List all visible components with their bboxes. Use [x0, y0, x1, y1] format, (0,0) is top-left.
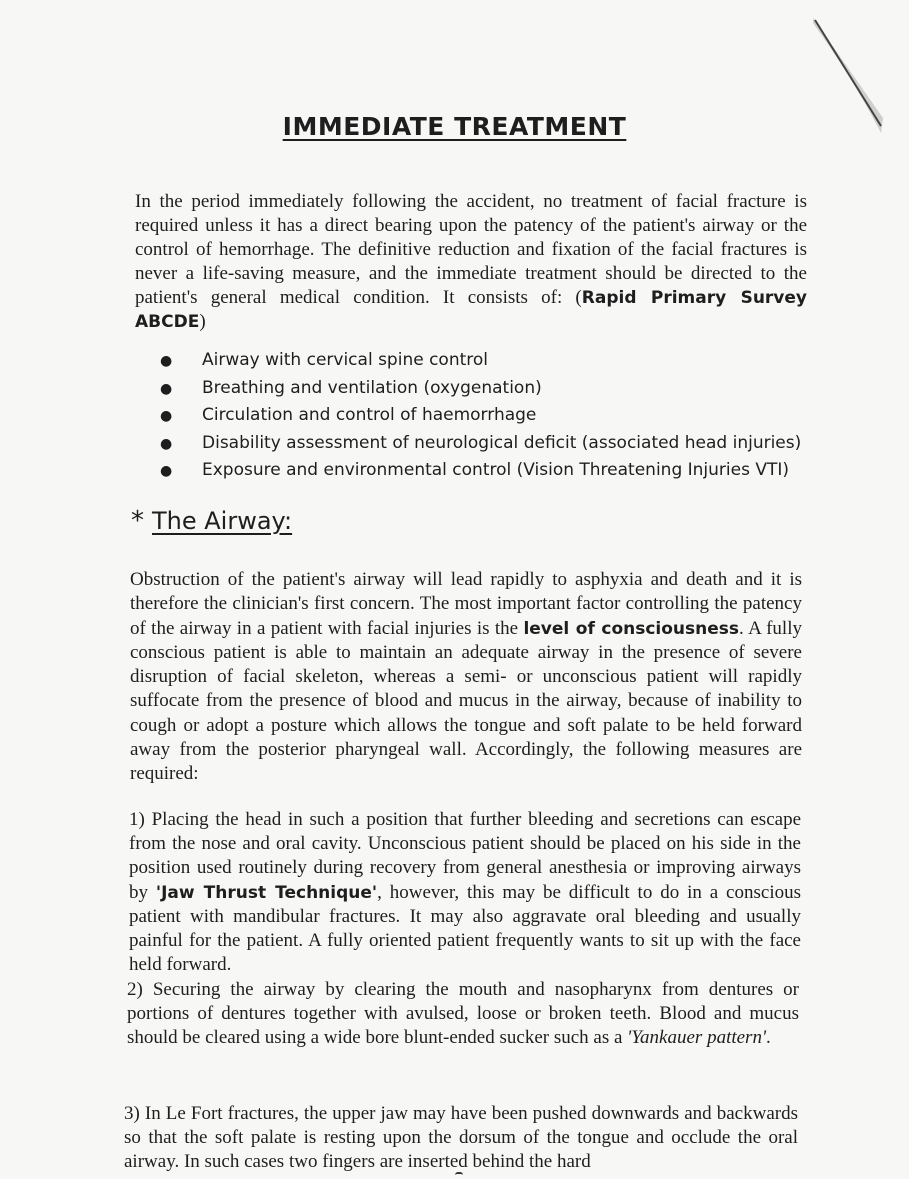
list-item — [160, 375, 820, 403]
bullet-icon: ● — [160, 408, 173, 424]
list-item-text: Breathing and ventilation (oxygenation) — [202, 377, 542, 398]
airway-section-heading — [131, 506, 292, 536]
bullet-icon: ● — [160, 380, 173, 397]
airway-text-2: . A fully conscious patient is able to maintain an adequate airway in the presence of severe disruption of facial skeleton, whereas a semi- or unconscious patient will rapidly suffocate from the presence of blood and mucus in the airway, because of inability to cough or adopt a posture which allows the tongue and soft palate to be held forward away from the posterior pharyngeal wall. Accordingly, the following measures are required: — [130, 617, 802, 785]
intro-paragraph — [135, 190, 807, 334]
page-title: IMMEDIATE TREATMENT — [282, 112, 627, 141]
list-item-text: Airway with cervical spine control — [202, 350, 489, 370]
bullet-icon: ● — [160, 435, 173, 452]
measure-1-bold-text: 'Jaw Thrust Technique' — [155, 882, 378, 903]
list-item-text: Exposure and environmental control (Vision Threatening Injuries VTI) — [202, 460, 790, 480]
airway-paragraph — [130, 568, 802, 787]
asterisk-icon: * — [131, 506, 144, 536]
page-number-mark — [455, 1172, 463, 1178]
list-item-text: Disability assessment of neurological deficit (associated head injuries) — [202, 432, 802, 453]
measure-2-text-b: . — [766, 1027, 771, 1049]
intro-tail: ) — [199, 311, 206, 332]
measure-3-paragraph — [124, 1102, 798, 1175]
airway-heading-text: The Airway: — [152, 507, 293, 535]
list-item — [160, 347, 820, 375]
abcde-list — [160, 347, 820, 485]
measure-3-text: 3) In Le Fort fractures, the upper jaw may have been pushed downwards and backwards so that the soft palate is resting upon the dorsum of the tongue and occlude the oral airway. In such cases two fingers are inserted behind the hard — [124, 1103, 798, 1173]
measure-2-text-a: 2) Securing the airway by clearing the mouth and nasopharynx from dentures or portions of dentures together with avulsed, loose or broken teeth. Blood and mucus should be cleared using a wide bore blunt-ended sucker such as a — [127, 979, 799, 1049]
measure-2-italic-text: 'Yankauer pattern' — [627, 1027, 767, 1049]
measure-1-text-a: 1) Placing the head in such a position that further bleeding and secretions can escape from the nose and oral cavity. Unconscious patient should be placed on his side in the position used routinely during recovery from general anesthesia or improving airways by — [129, 809, 801, 903]
list-item — [160, 457, 820, 485]
airway-bold-text: level of consciousness — [523, 618, 740, 639]
airway-text-1: Obstruction of the patient's airway will lead rapidly to asphyxia and death and it is therefore the clinician's first concern. The most important factor controlling the patency of the airway in a patient with facial injuries is the — [130, 569, 802, 639]
measure-1-text-b: , however, this may be difficult to do in a conscious patient with mandibular fractures. It may also aggravate oral bleeding and usually painful for the patient. A fully oriented patient frequently wants to sit up with the face held forward. — [129, 881, 801, 976]
bullet-icon: ● — [160, 353, 173, 369]
measure-1-paragraph — [129, 808, 801, 977]
intro-bold-text: Rapid Primary Survey ABCDE — [135, 288, 807, 332]
list-item — [160, 402, 820, 430]
bullet-icon: ● — [160, 463, 173, 479]
measure-2-paragraph — [127, 978, 799, 1051]
list-item — [160, 430, 820, 458]
intro-text: In the period immediately following the accident, no treatment of facial fracture is required unless it has a direct bearing upon the patency of the patient's airway or the control of hemorrhage. The definitive reduction and fixation of the facial fractures is never a life-saving measure, and the immediate treatment should be directed to the patient's general medical condition. It consists of: ( — [135, 191, 807, 308]
list-item-text: Circulation and control of haemorrhage — [202, 405, 537, 425]
